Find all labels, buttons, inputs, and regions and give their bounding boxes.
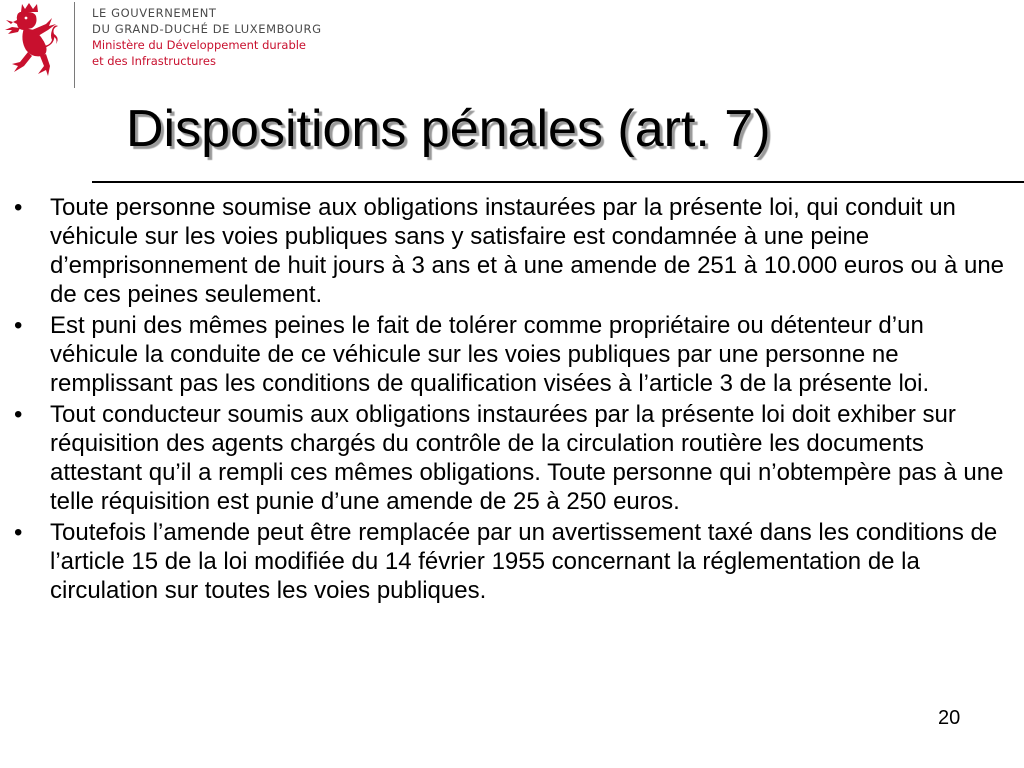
bullet-list	[0, 193, 1024, 607]
bullet-text: Toute personne soumise aux obligations instaurées par la présente loi, qui conduit un véhicule sur les voies publiques sans y satisfaire est condamnée à une peine d’emprisonnement de huit jours à 3 ans et à une amende de 251 à 10.000 euros ou à une de ces peines seulement.	[50, 194, 1005, 308]
government-logo	[0, 0, 380, 90]
bullet-item	[0, 311, 1024, 398]
bullet-marker: •	[14, 312, 23, 339]
page-number: 20	[938, 707, 961, 729]
bullet-marker: •	[14, 194, 23, 221]
bullet-marker: •	[14, 401, 23, 428]
bullet-marker: •	[14, 519, 23, 546]
title-divider	[92, 181, 1024, 183]
government-name	[92, 5, 322, 69]
ministry-line-1: Ministère du Développement durable	[92, 38, 307, 52]
bullet-item	[0, 400, 1024, 516]
slide-title: Dispositions pénales (art. 7)	[126, 100, 771, 158]
bullet-item	[0, 193, 1024, 309]
bullet-text: Toutefois l’amende peut être remplacée par un avertissement taxé dans les conditions de l’article 15 de la loi modifiée du 14 février 1955 concernant la réglementation de la circulation sur toutes les voies publiques.	[50, 519, 998, 604]
bullet-item	[0, 518, 1024, 605]
luxembourg-red-lion-icon	[2, 0, 60, 78]
bullet-text: Tout conducteur soumis aux obligations instaurées par la présente loi doit exhiber sur réquisition des agents chargés du contrôle de la circulation routière les documents attestant qu’il a rempli ces mêmes obligations. Toute personne qui n’obtempère pas à une telle réquisition est punie d’une amende de 25 à 250 euros.	[50, 401, 1004, 515]
bullet-text: Est puni des mêmes peines le fait de tolérer comme propriétaire ou détenteur d’un véhicule la conduite de ce véhicule sur les voies publiques par une personne ne remplissant pas les conditions de qualification visées à l’article 3 de la présente loi.	[50, 312, 930, 397]
ministry-line-2: et des Infrastructures	[92, 54, 216, 68]
government-line-1: LE GOUVERNEMENT	[92, 6, 217, 20]
government-line-2: DU GRAND-DUCHÉ DE LUXEMBOURG	[92, 22, 322, 36]
logo-divider	[74, 2, 75, 88]
